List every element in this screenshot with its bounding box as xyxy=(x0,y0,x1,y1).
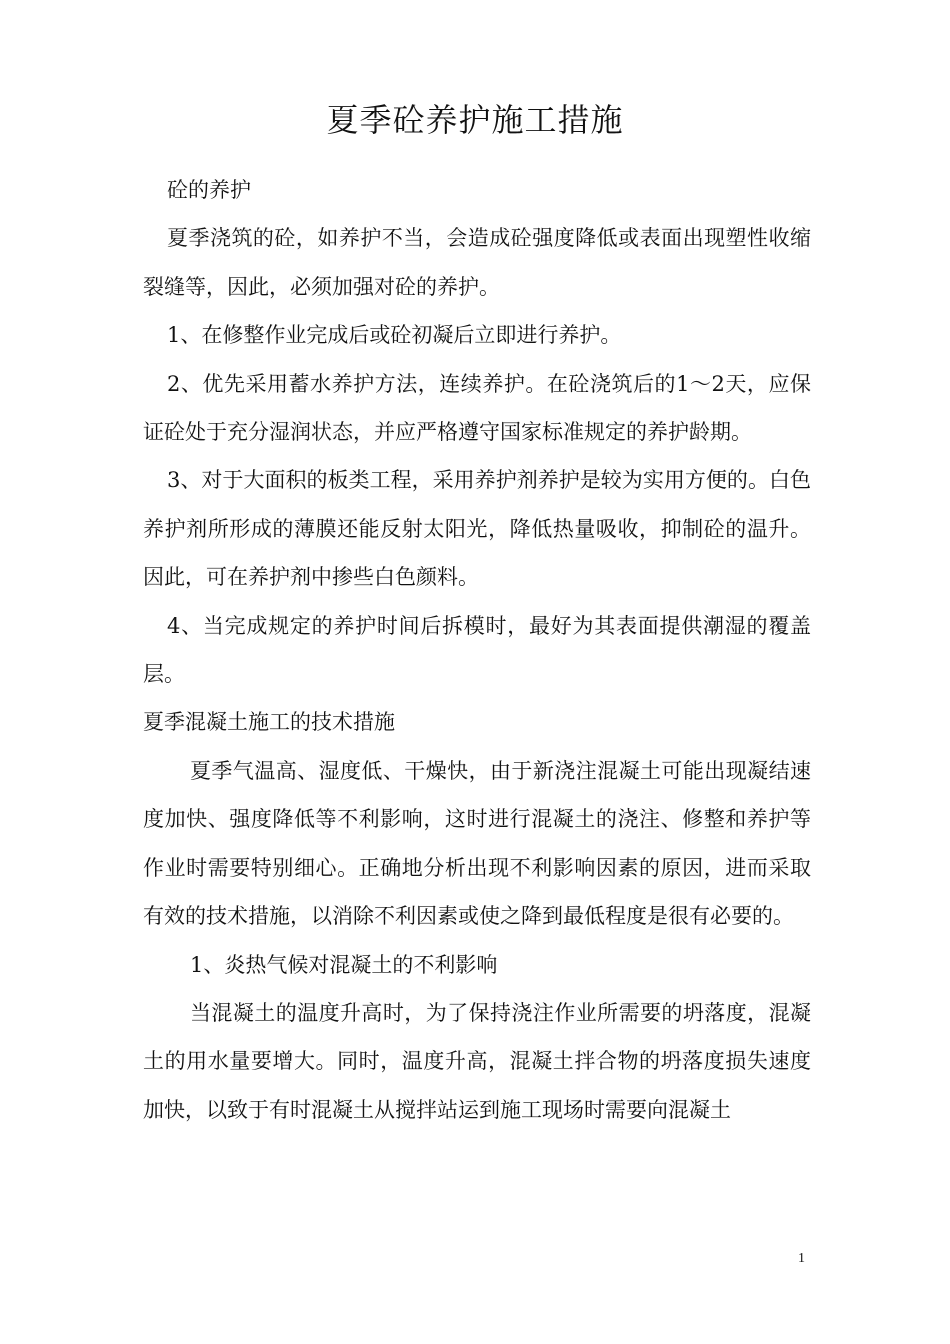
subsection-heading-adverse-effects: 1、炎热气候对混凝土的不利影响 xyxy=(190,952,498,977)
document-title: 夏季砼养护施工措施 xyxy=(326,101,624,139)
list-item-3: 3、对于大面积的板类工程，采用养护剂养护是较为实用方便的。白色养护剂所形成的薄膜还能反射太阳光，降低热量吸收，抑制砼的温升。因此，可在养护剂中掺些白色颜料。 xyxy=(143,468,811,590)
paragraph-temperature-effects: 当混凝土的温度升高时，为了保持浇注作业所需要的坍落度，混凝土的用水量要增大。同时，温度升高，混凝土拌合物的坍落度损失速度加快，以致于有时混凝土从搅拌站运到施工现场时需要向混凝土 xyxy=(143,1000,811,1122)
page-number: 1 xyxy=(798,1251,805,1266)
list-item-2: 2、优先采用蓄水养护方法，连续养护。在砼浇筑后的1～2天，应保证砼处于充分湿润状态，并应严格遵守国家标准规定的养护龄期。 xyxy=(143,371,811,445)
list-item-1: 1、在修整作业完成后或砼初凝后立即进行养护。 xyxy=(167,323,622,348)
list-item-4: 4、当完成规定的养护时间后拆模时，最好为其表面提供潮湿的覆盖层。 xyxy=(143,613,811,687)
document-body xyxy=(143,166,811,1134)
section-heading-curing: 砼的养护 xyxy=(167,178,251,202)
paragraph-summer-conditions: 夏季气温高、湿度低、干燥快，由于新浇注混凝土可能出现凝结速度加快、强度降低等不利影响，这时进行混凝土的浇注、修整和养护等作业时需要特别细心。正确地分析出现不利影响因素的原因，进而采取有效的技术措施，以消除不利因素或使之降到最低程度是很有必要的。 xyxy=(143,758,811,929)
paragraph-intro: 夏季浇筑的砼，如养护不当，会造成砼强度降低或表面出现塑性收缩裂缝等，因此，必须加强对砼的养护。 xyxy=(143,226,811,299)
section-heading-technical-measures: 夏季混凝土施工的技术措施 xyxy=(143,710,395,735)
